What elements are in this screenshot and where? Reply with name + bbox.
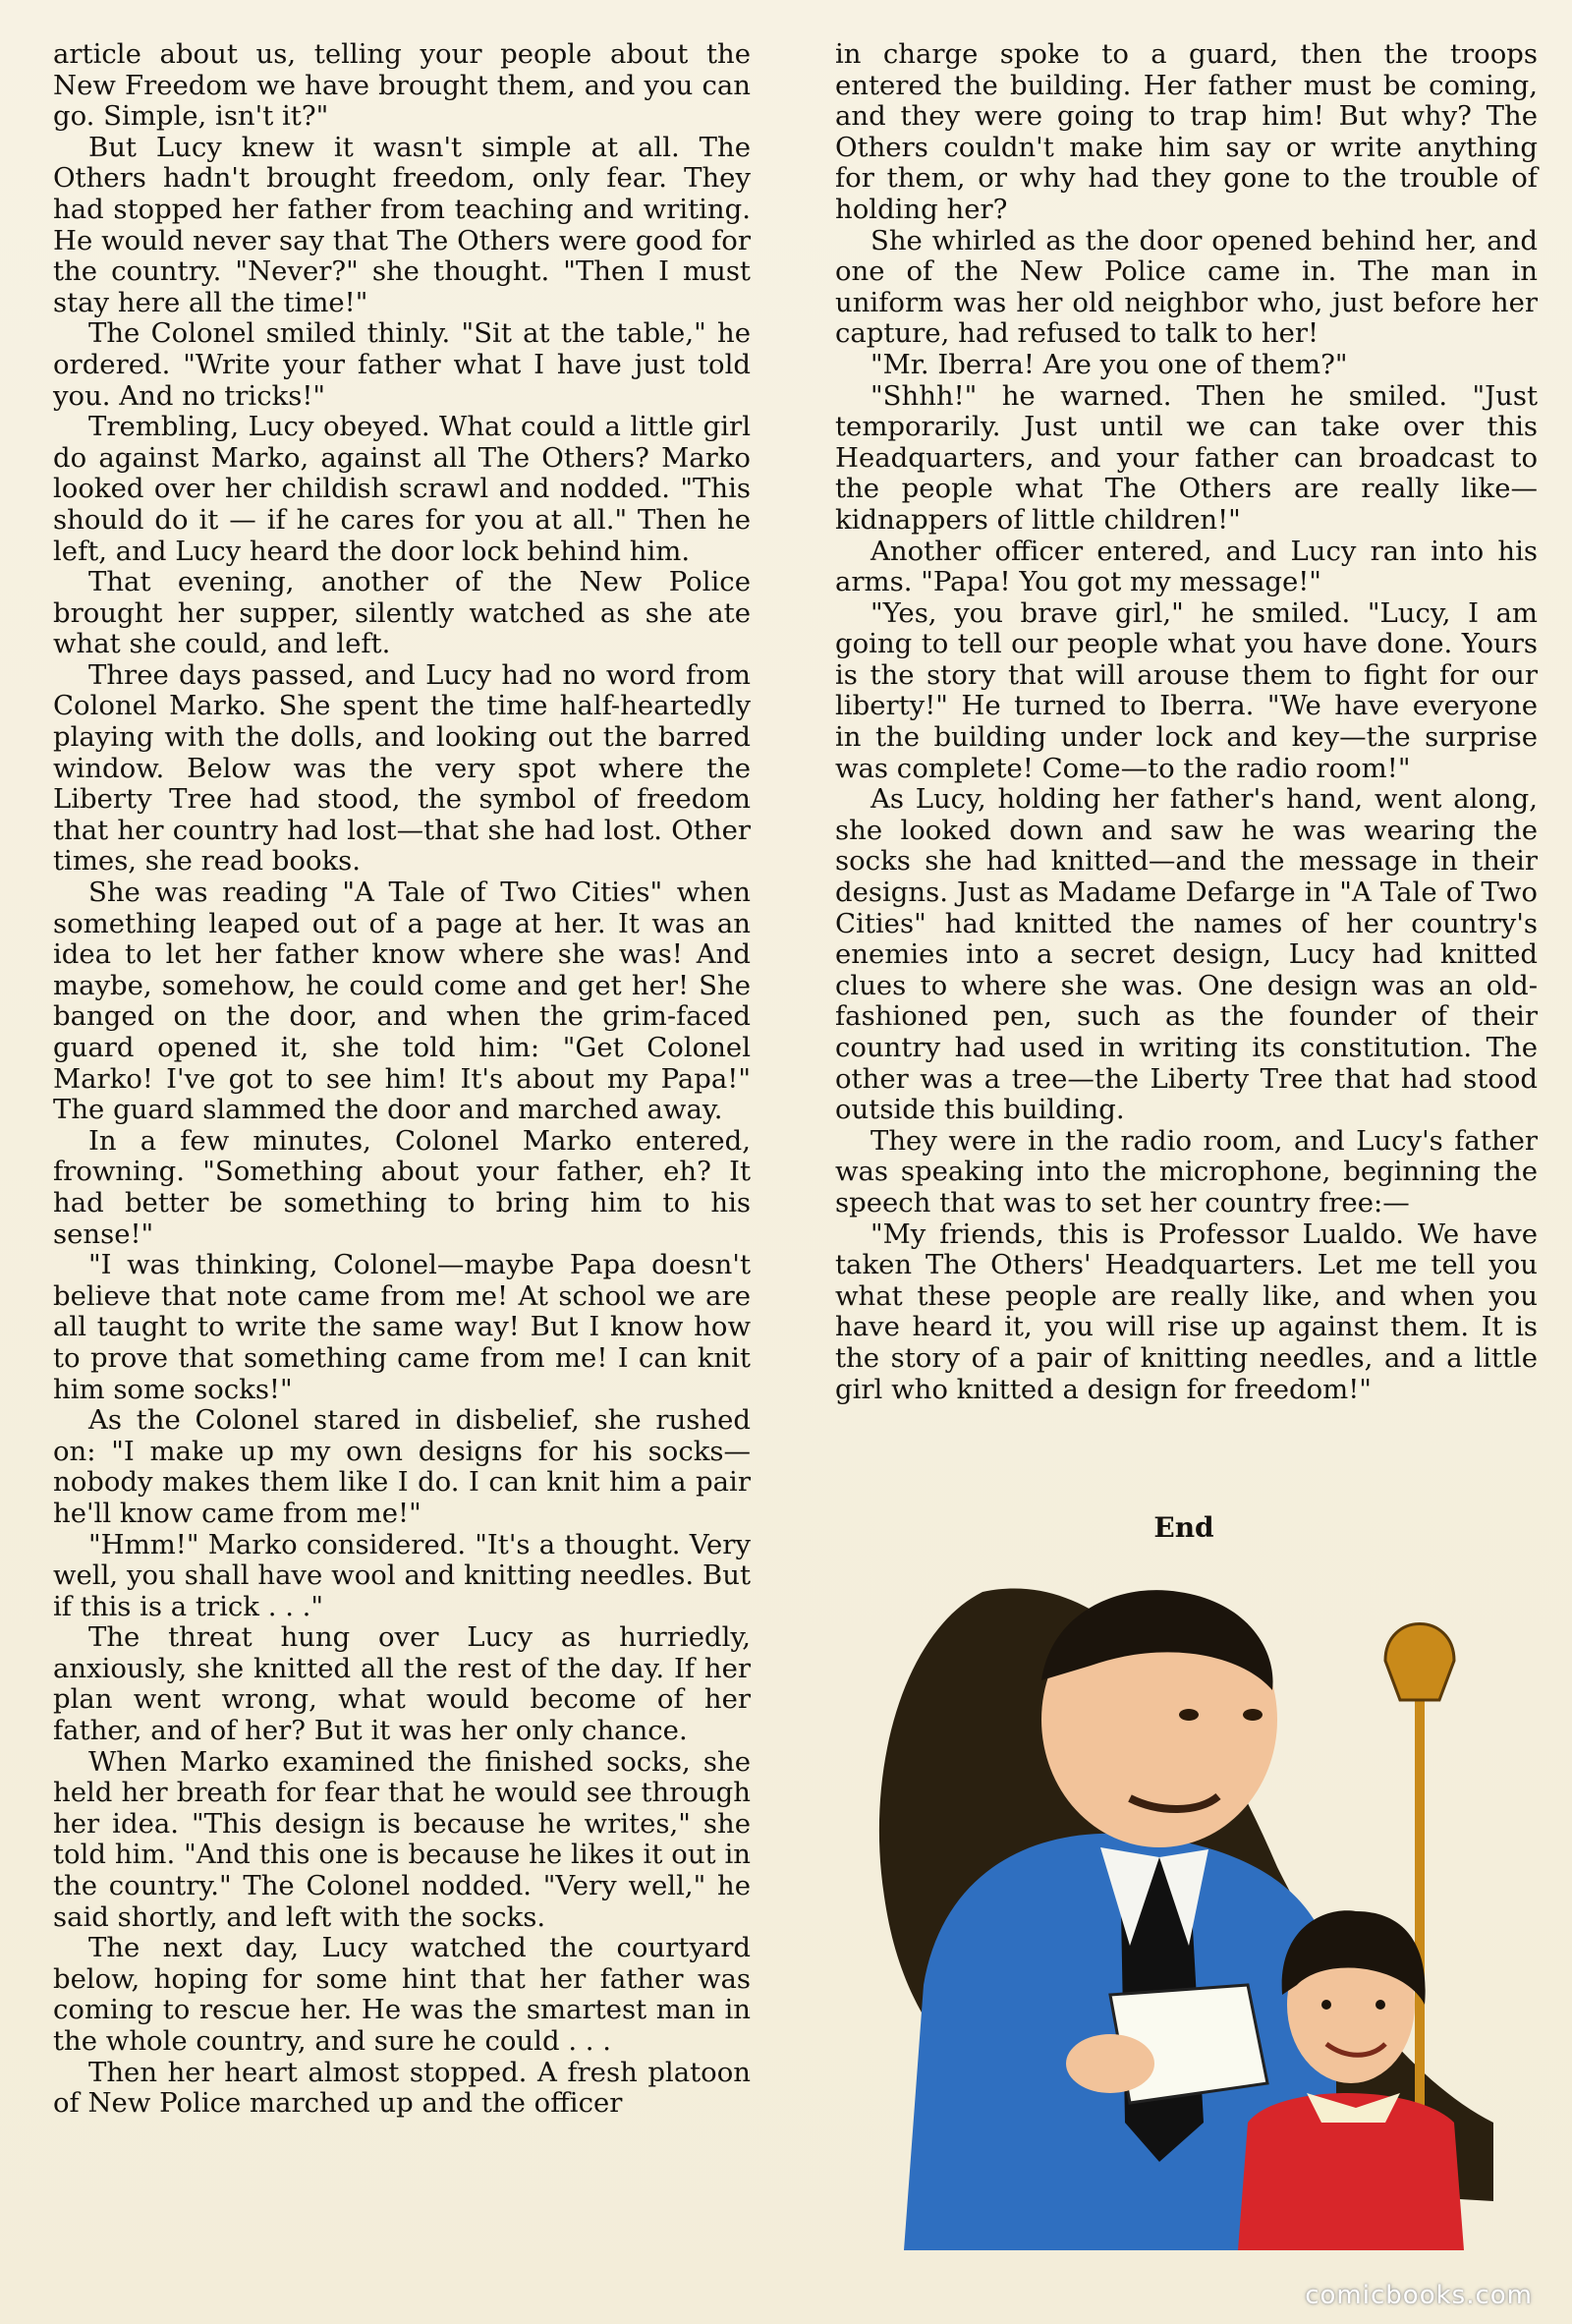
story-paragraph: They were in the radio room, and Lucy's father was speaking into the microphone, beginning the speech that was to set her country free:—: [835, 1124, 1538, 1219]
story-paragraph: When Marko examined the finished socks, she held her breath for fear that he would see through her idea. "This design is because he writes," she told him. "And this one is because he likes it out in the country." The Colonel nodded. "Very well," he said shortly, and left with the socks.: [53, 1745, 751, 1933]
man-with-microphone-and-girl-illustration: [865, 1572, 1543, 2250]
story-paragraph: Another officer entered, and Lucy ran into his arms. "Papa! You got my message!": [835, 535, 1538, 598]
watermark: comicbooks.com: [1305, 2281, 1533, 2310]
end-label: End: [1153, 1511, 1214, 1544]
story-paragraph: in charge spoke to a guard, then the troops entered the building. Her father must be coming, and they were going to trap him! But why? The Others couldn't make him say or write anything for them, or why had they gone to the trouble of holding her?: [835, 38, 1538, 225]
microphone: [1385, 1624, 1454, 1701]
story-paragraph: In a few minutes, Colonel Marko entered, frowning. "Something about your father, eh? It had better be something to bring him to his sense!": [53, 1124, 751, 1250]
story-paragraph: Three days passed, and Lucy had no word from Colonel Marko. She spent the time half-heartedly playing with the dolls, and looking out the barred window. Below was the very spot where the Liberty Tree had stood, the symbol of freedom that her country had lost—that she had lost. Other times, she read books.: [53, 658, 751, 878]
story-paragraph: But Lucy knew it wasn't simple at all. The Others hadn't brought freedom, only fear. They had stopped her father from teaching and writing. He would never say that The Others were good for the country. "Never?" she thought. "Then I must stay here all the time!": [53, 131, 751, 318]
story-paragraph: "Shhh!" he warned. Then he smiled. "Just temporarily. Just until we can take over this Headquarters, and your father can broadcast to the people what The Others are really like—kidnappers of little children!": [835, 379, 1538, 536]
story-paragraph: As Lucy, holding her father's hand, went along, she looked down and saw he was wearing the socks she had knitted—and the message in their designs. Just as Madame Defarge in "A Tale of Two Cities" had knitted the names of her country's enemies into a secret design, Lucy had knitted clues to where she was. One design was an old-fashioned pen, such as the founder of their country had used in writing its constitution. The other was a tree—the Liberty Tree that had stood outside this building.: [835, 783, 1538, 1126]
story-paragraph: "Mr. Iberra! Are you one of them?": [870, 348, 1348, 380]
story-paragraph: She whirled as the door opened behind her, and one of the New Police came in. The man in uniform was her old neighbor who, just before her capture, had refused to talk to her!: [835, 224, 1538, 350]
story-paragraph: She was reading "A Tale of Two Cities" when something leaped out of a page at her. It was an idea to let her father know where she was! And maybe, somehow, he could come and get her! She banged on the door, and when the grim-faced guard opened it, she told him: "Get Colonel Marko! I've got to see him! It's about my Papa!" The guard slammed the door and marched away.: [53, 877, 751, 1126]
story-column-left: [53, 39, 751, 2120]
story-paragraph: The Colonel smiled thinly. "Sit at the table," he ordered. "Write your father what I have just told you. And no tricks!": [53, 317, 751, 412]
story-paragraph: article about us, telling your people about the New Freedom we have brought them, and you can go. Simple, isn't it?": [53, 38, 751, 133]
story-paragraph: Then her heart almost stopped. A fresh platoon of New Police marched up and the officer: [53, 2056, 751, 2120]
story-paragraph: The threat hung over Lucy as hurriedly, anxiously, she knitted all the rest of the day. If her plan went wrong, what would become of her father, and of her? But it was her only chance.: [53, 1621, 751, 1747]
story-paragraph: The next day, Lucy watched the courtyard below, hoping for some hint that her father was coming to rescue her. He was the smartest man in the whole country, and sure he could . . .: [53, 1932, 751, 2057]
story-paragraph: "My friends, this is Professor Lualdo. We have taken The Others' Headquarters. Let me tell you what these people are really like, and when you have heard it, you will rise up against them. It is the story of a pair of knitting needles, and a little girl who knitted a design for freedom!": [835, 1218, 1538, 1405]
story-column-right: [835, 39, 1538, 1405]
story-paragraph: "Yes, you brave girl," he smiled. "Lucy, I am going to tell our people what you have done. Yours is the story that will arouse them to fight for our liberty!" He turned to Iberra. "We have everyone in the building under lock and key—the surprise was complete! Come—to the radio room!": [835, 596, 1538, 784]
story-paragraph: That evening, another of the New Police brought her supper, silently watched as she ate what she could, and left.: [53, 566, 751, 660]
story-paragraph: Trembling, Lucy obeyed. What could a little girl do against Marko, against all The Others? Marko looked over her childish scrawl and nodded. "This should do it — if he cares for you at all." Then he left, and Lucy heard the door lock behind him.: [53, 411, 751, 567]
story-paragraph: "Hmm!" Marko considered. "It's a thought. Very well, you shall have wool and knitting needles. But if this is a trick . . .": [53, 1528, 751, 1622]
story-paragraph: As the Colonel stared in disbelief, she rushed on: "I make up my own designs for his socks—nobody makes them like I do. I can knit him a pair he'll know came from me!": [53, 1404, 751, 1529]
story-paragraph: "I was thinking, Colonel—maybe Papa doesn't believe that note came from me! At school we are all taught to write the same way! But I know how to prove that something came from me! I can knit him some socks!": [53, 1249, 751, 1405]
